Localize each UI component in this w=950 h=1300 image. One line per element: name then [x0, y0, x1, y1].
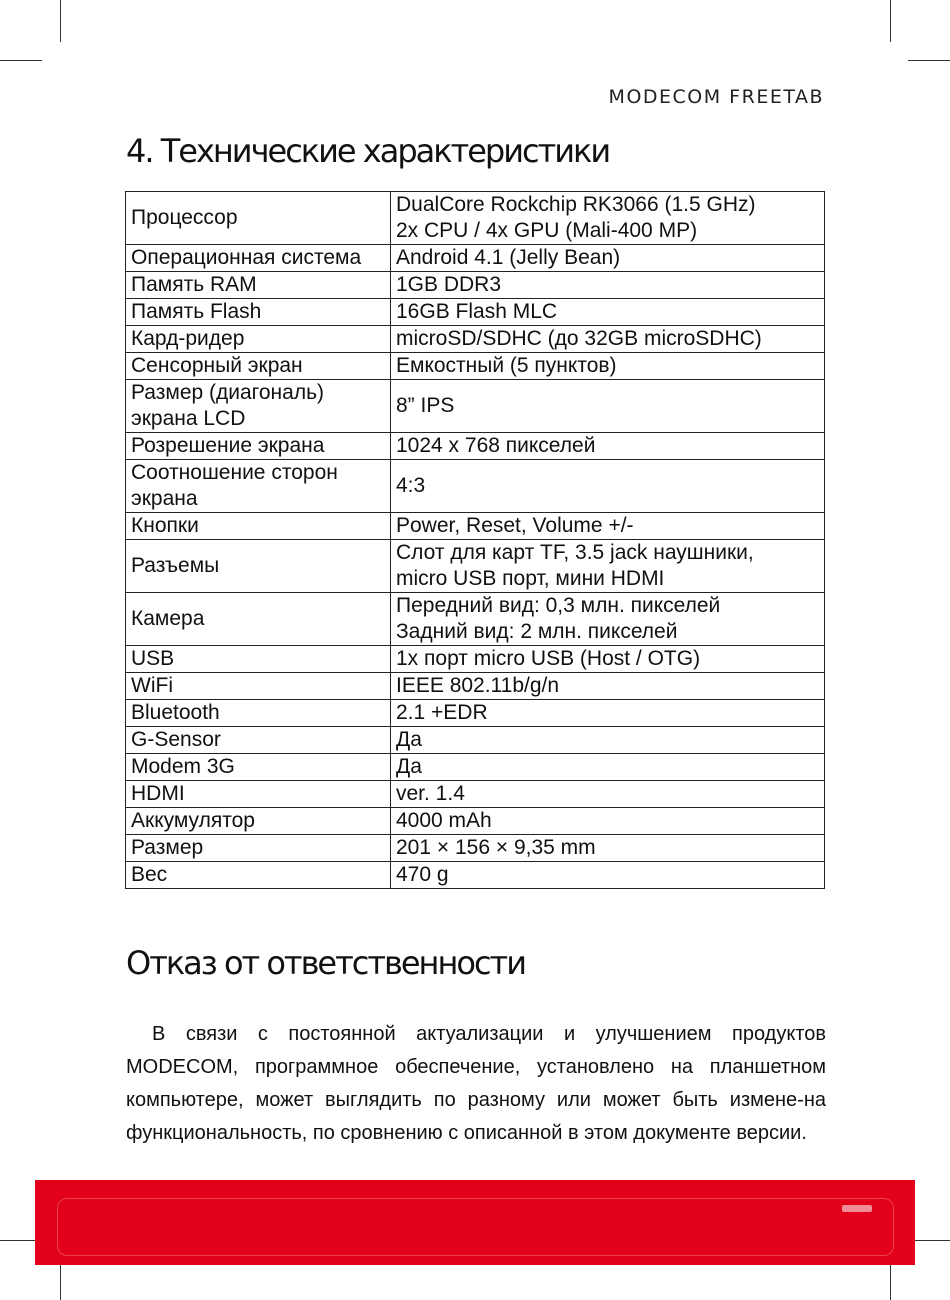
disclaimer-title: Отказ от ответственности	[126, 944, 525, 982]
spec-value-cell	[391, 245, 825, 272]
spec-value-cell	[391, 835, 825, 862]
spec-label: USB	[131, 647, 175, 670]
spec-value: 201 × 156 × 9,35 mm	[396, 836, 596, 859]
footer-highlight	[842, 1205, 872, 1212]
spec-value: IEEE 802.11b/g/n	[396, 674, 560, 697]
spec-label: Bluetooth	[131, 701, 220, 724]
crop-mark	[890, 0, 891, 42]
crop-mark	[60, 0, 61, 42]
spec-value: 2x CPU / 4x GPU (Mali-400 MP)	[396, 219, 698, 242]
spec-label: Размер (диагональ)	[131, 381, 325, 404]
spec-row	[126, 781, 825, 808]
spec-value-cell	[391, 727, 825, 754]
brand-header: MODECOM FREETAB	[608, 86, 824, 108]
spec-label-cell	[126, 245, 391, 272]
spec-value-cell	[391, 646, 825, 673]
spec-label: экрана	[131, 487, 198, 510]
spec-label-cell	[126, 460, 391, 513]
specs-table	[125, 191, 825, 889]
spec-label-cell	[126, 380, 391, 433]
spec-row	[126, 245, 825, 272]
spec-label-cell	[126, 700, 391, 727]
spec-label: Разъемы	[131, 554, 220, 577]
spec-value-cell	[391, 808, 825, 835]
spec-value-cell	[391, 380, 825, 433]
spec-label: Кнопки	[131, 514, 199, 537]
spec-label: Размер	[131, 836, 204, 859]
spec-row	[126, 433, 825, 460]
spec-label-cell	[126, 646, 391, 673]
spec-value: microSD/SDHC (до 32GB microSDHC)	[396, 327, 762, 350]
spec-value: micro USB порт, мини HDMI	[396, 567, 665, 590]
spec-row	[126, 272, 825, 299]
spec-value-cell	[391, 513, 825, 540]
spec-label-cell	[126, 433, 391, 460]
spec-row	[126, 593, 825, 646]
crop-mark	[0, 60, 42, 61]
spec-row	[126, 808, 825, 835]
spec-value: 8” IPS	[396, 394, 455, 417]
crop-mark	[908, 60, 950, 61]
spec-value-cell	[391, 593, 825, 646]
specs-title: 4. Технические характеристики	[126, 132, 610, 170]
spec-value: Power, Reset, Volume +/-	[396, 514, 634, 537]
spec-row	[126, 862, 825, 889]
spec-label-cell	[126, 192, 391, 245]
disclaimer-text: В связи с постоянной актуализации и улучшением продуктов MODECOM, программное обеспечение, установлено на планшетном компьютере, может выглядить по разному или может быть измене-на функциональность, по сровнению с описанной в этом документе версии.	[126, 1023, 826, 1144]
spec-label: Память Flash	[131, 300, 262, 323]
spec-label-cell	[126, 862, 391, 889]
footer-inner-frame	[57, 1198, 894, 1256]
spec-value: 4:3	[396, 474, 426, 497]
spec-value: Слот для карт TF, 3.5 jack наушники,	[396, 541, 754, 564]
spec-row	[126, 353, 825, 380]
spec-value-cell	[391, 353, 825, 380]
spec-value: ver. 1.4	[396, 782, 465, 805]
spec-label: Вес	[131, 863, 168, 886]
spec-value-cell	[391, 460, 825, 513]
spec-value-cell	[391, 540, 825, 593]
spec-value-cell	[391, 272, 825, 299]
spec-value: Да	[396, 728, 422, 751]
spec-row	[126, 513, 825, 540]
spec-value: 1GB DDR3	[396, 273, 502, 296]
spec-label-cell	[126, 781, 391, 808]
spec-label-cell	[126, 808, 391, 835]
spec-row	[126, 192, 825, 245]
spec-row	[126, 460, 825, 513]
spec-label-cell	[126, 540, 391, 593]
spec-value: Передний вид: 0,3 млн. пикселей	[396, 594, 721, 617]
spec-label-cell	[126, 754, 391, 781]
spec-value-cell	[391, 781, 825, 808]
spec-value: Емкостный (5 пунктов)	[396, 354, 617, 377]
spec-value-cell	[391, 754, 825, 781]
spec-label-cell	[126, 299, 391, 326]
spec-row	[126, 326, 825, 353]
spec-value: Задний вид: 2 млн. пикселей	[396, 620, 678, 643]
spec-value: Да	[396, 755, 422, 778]
spec-label-cell	[126, 673, 391, 700]
spec-label-cell	[126, 835, 391, 862]
spec-value-cell	[391, 299, 825, 326]
spec-value: 470 g	[396, 863, 449, 886]
spec-value: 16GB Flash MLC	[396, 300, 558, 323]
spec-label: Соотношение сторон	[131, 461, 338, 484]
spec-value-cell	[391, 192, 825, 245]
spec-label: Сенсорный экран	[131, 354, 303, 377]
spec-row	[126, 380, 825, 433]
spec-value: DualCore Rockchip RK3066 (1.5 GHz)	[396, 193, 756, 216]
spec-value: 1024 x 768 пикселей	[396, 434, 596, 457]
spec-row	[126, 700, 825, 727]
spec-value: 2.1 +EDR	[396, 701, 488, 724]
spec-value-cell	[391, 673, 825, 700]
spec-value: 4000 mAh	[396, 809, 492, 832]
spec-label-cell	[126, 353, 391, 380]
spec-row	[126, 754, 825, 781]
spec-label-cell	[126, 272, 391, 299]
spec-label-cell	[126, 326, 391, 353]
spec-value-cell	[391, 433, 825, 460]
spec-row	[126, 540, 825, 593]
spec-value-cell	[391, 862, 825, 889]
spec-value-cell	[391, 326, 825, 353]
spec-row	[126, 646, 825, 673]
spec-label: Розрешение экрана	[131, 434, 325, 457]
spec-label: HDMI	[131, 782, 185, 805]
spec-label-cell	[126, 593, 391, 646]
spec-label: Процессор	[131, 206, 238, 229]
spec-row	[126, 835, 825, 862]
spec-row	[126, 727, 825, 754]
spec-label: Modem 3G	[131, 755, 235, 778]
spec-label: Аккумулятор	[131, 809, 255, 832]
spec-label: WiFi	[131, 674, 173, 697]
spec-label: Операционная система	[131, 246, 362, 269]
spec-label-cell	[126, 513, 391, 540]
spec-value: 1x порт micro USB (Host / OTG)	[396, 647, 701, 670]
spec-label: экрана LCD	[131, 407, 246, 430]
spec-label-cell	[126, 727, 391, 754]
spec-row	[126, 673, 825, 700]
spec-row	[126, 299, 825, 326]
spec-label: Камера	[131, 607, 205, 630]
spec-value-cell	[391, 700, 825, 727]
spec-label: G-Sensor	[131, 728, 221, 751]
spec-label: Память RAM	[131, 273, 257, 296]
spec-value: Android 4.1 (Jelly Bean)	[396, 246, 621, 269]
spec-label: Кард-ридер	[131, 327, 245, 350]
